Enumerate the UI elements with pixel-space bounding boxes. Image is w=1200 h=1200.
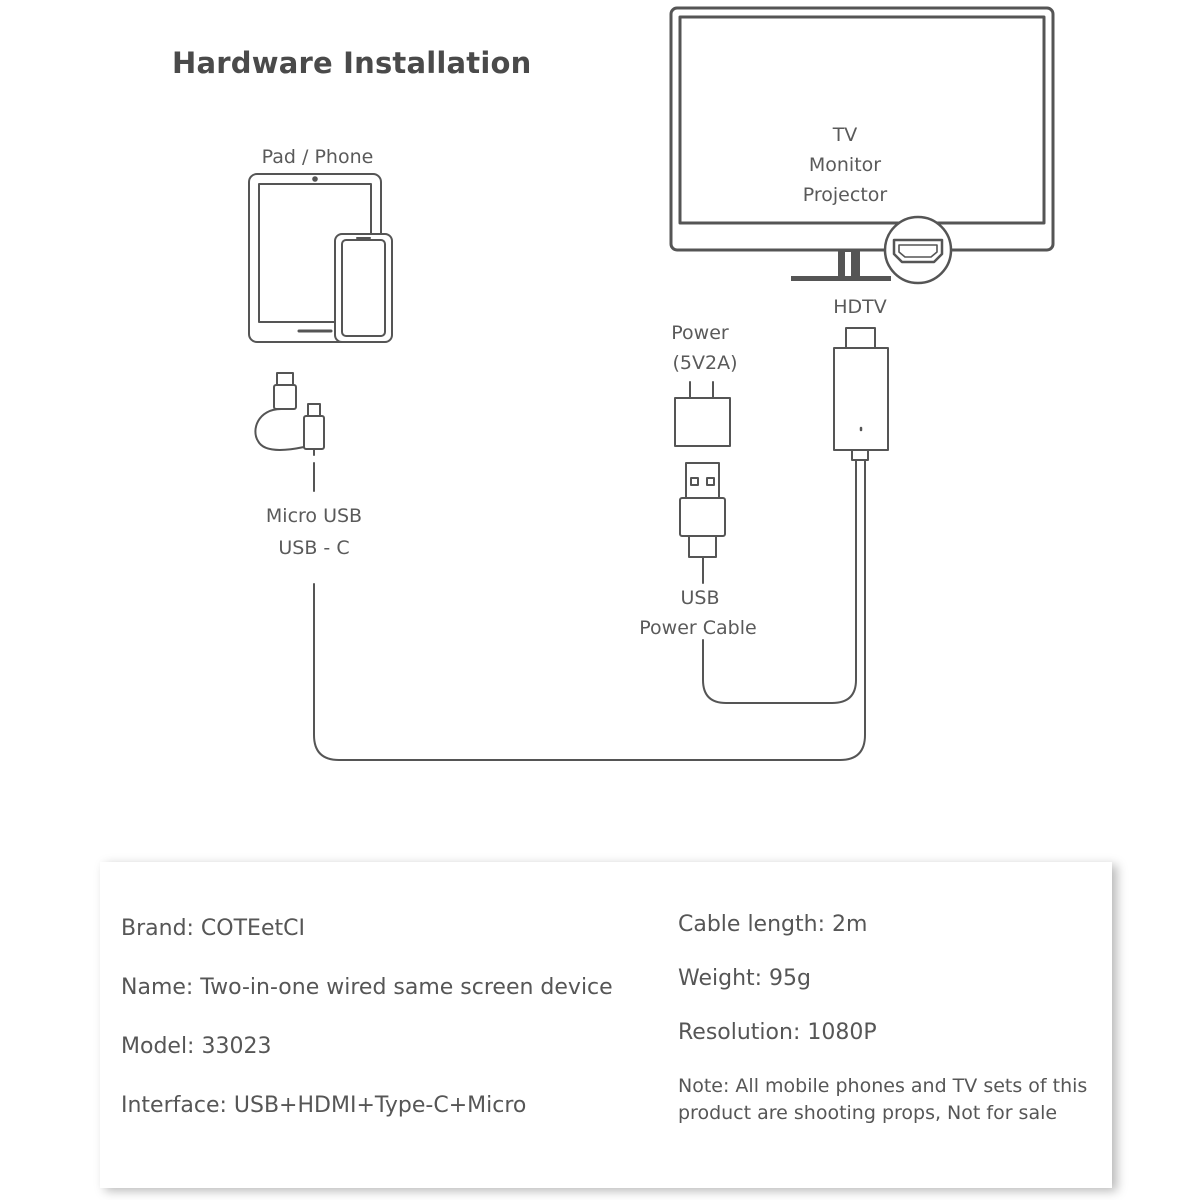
spec-weight: Weight: 95g [678,966,812,991]
spec-model: Model: 33023 [121,1034,272,1059]
power-cable-label: Power Cable [639,617,757,639]
micro-usb-label: Micro USB [265,505,363,527]
spec-brand: Brand: COTEetCI [121,916,305,941]
spec-cable-length: Cable length: 2m [678,912,868,937]
usb-a-plug-icon [680,463,725,583]
power-spec-label: (5V2A) [672,352,738,374]
spec-name: Name: Two-in-one wired same screen device [121,975,613,1000]
projector-label: Projector [802,184,888,206]
spec-note [678,1073,1118,1127]
power-adapter-icon [675,382,730,446]
note-line-1: Note: All mobile phones and TV sets of this [678,1075,1088,1097]
usb-c-label: USB - C [278,537,350,559]
hdmi-port-icon [885,217,951,283]
tablet-phone-icon [249,174,392,342]
power-label: Power [671,322,729,344]
spec-resolution: Resolution: 1080P [678,1020,877,1045]
monitor-label: Monitor [808,154,882,176]
usb-label: USB [680,587,720,609]
tv-label: TV [832,124,858,146]
specifications-card [100,862,1112,1188]
micro-usb-usbc-connector-icon [255,373,324,491]
pad-phone-label: Pad / Phone [261,146,374,168]
spec-interface: Interface: USB+HDMI+Type-C+Micro [121,1093,527,1118]
hdmi-plug-icon [834,328,888,460]
page-title: Hardware Installation [172,46,532,80]
note-line-2: product are shooting props, Not for sale [678,1102,1058,1124]
hdtv-label: HDTV [833,296,887,318]
cables [314,460,865,760]
